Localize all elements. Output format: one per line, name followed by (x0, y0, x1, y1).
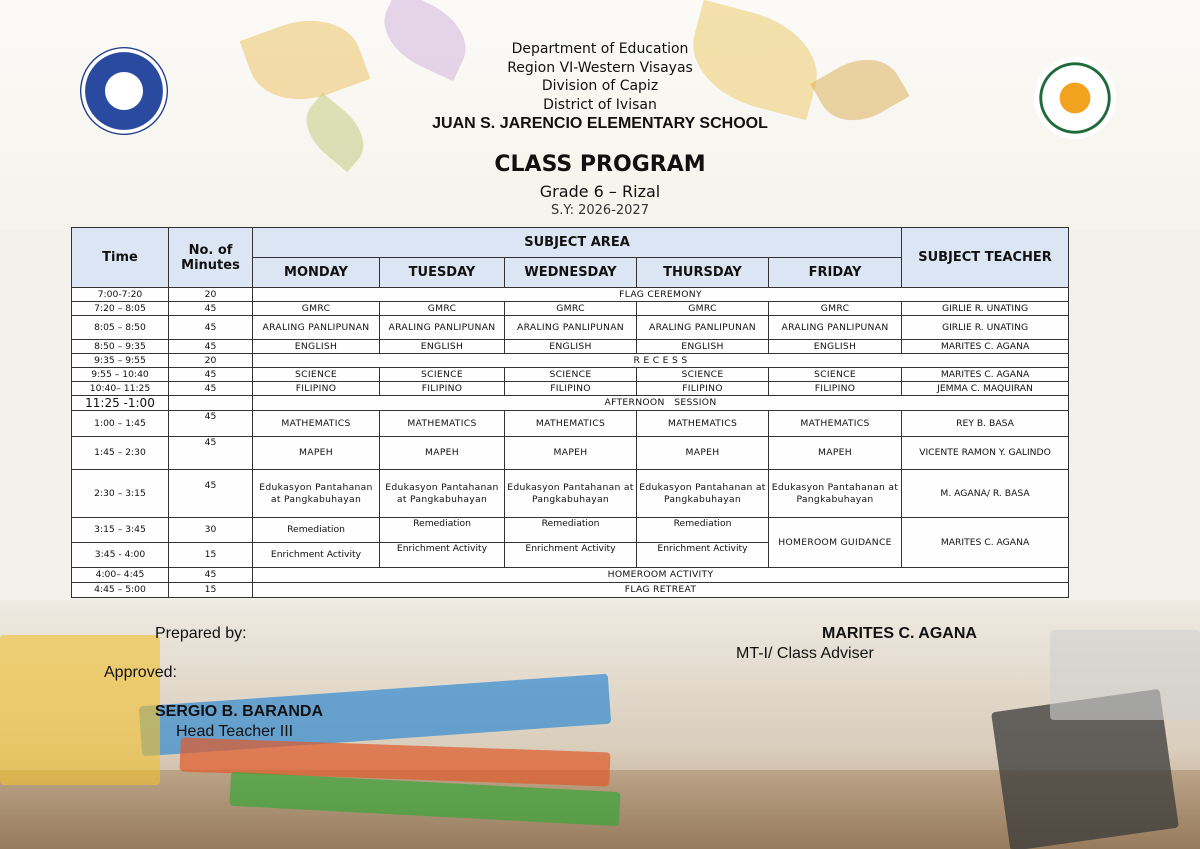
table-row (72, 302, 1069, 316)
minutes-cell: 45 (169, 340, 253, 354)
header-subject-teacher: SUBJECT TEACHER (902, 228, 1069, 288)
school-name: JUAN S. JARENCIO ELEMENTARY SCHOOL (432, 115, 768, 132)
teacher-cell: GIRLIE R. UNATING (902, 316, 1069, 340)
header-day: MONDAY (253, 258, 380, 288)
subject-cell: GMRC (505, 302, 637, 316)
minutes-cell: 45 (169, 368, 253, 382)
span-cell: HOMEROOM ACTIVITY (253, 568, 1069, 583)
subject-cell: ARALING PANLIPUNAN (380, 316, 505, 340)
subject-cell: ARALING PANLIPUNAN (769, 316, 902, 340)
subject-cell: GMRC (769, 302, 902, 316)
table-row (72, 583, 1069, 598)
subject-cell: MAPEH (769, 437, 902, 470)
subject-cell: Edukasyon Pantahanan at Pangkabuhayan (769, 470, 902, 518)
subject-cell: FILIPINO (380, 382, 505, 396)
teacher-cell: REY B. BASA (902, 411, 1069, 437)
subject-cell: FILIPINO (769, 382, 902, 396)
subject-cell: SCIENCE (380, 368, 505, 382)
header-day: THURSDAY (637, 258, 769, 288)
page-title: CLASS PROGRAM (494, 152, 706, 177)
minutes-cell: 45 (169, 437, 253, 470)
subject-cell: MAPEH (505, 437, 637, 470)
header-subject-area: SUBJECT AREA (253, 228, 902, 258)
minutes-cell: 45 (169, 302, 253, 316)
time-cell: 7:00-7:20 (72, 288, 169, 302)
header-time: Time (72, 228, 169, 288)
minutes-cell: 20 (169, 288, 253, 302)
time-cell: 9:35 – 9:55 (72, 354, 169, 368)
subject-cell: Remediation (505, 518, 637, 543)
subject-cell: ENGLISH (769, 340, 902, 354)
subject-cell: GMRC (253, 302, 380, 316)
time-cell: 1:45 – 2:30 (72, 437, 169, 470)
subject-cell: SCIENCE (769, 368, 902, 382)
preparer-name: MARITES C. AGANA (822, 625, 977, 642)
span-cell: AFTERNOON SESSION (253, 396, 1069, 411)
header-day: WEDNESDAY (505, 258, 637, 288)
table-row (72, 411, 1069, 437)
school-year: S.Y: 2026-2027 (551, 203, 649, 218)
subject-cell: Edukasyon Pantahanan at Pangkabuhayan (380, 470, 505, 518)
table-row (72, 368, 1069, 382)
teacher-cell: VICENTE RAMON Y. GALINDO (902, 437, 1069, 470)
header-day: FRIDAY (769, 258, 902, 288)
table-row (72, 396, 1069, 411)
table-row (72, 288, 1069, 302)
minutes-cell: 45 (169, 411, 253, 437)
table-row (72, 316, 1069, 340)
grade-section: Grade 6 – Rizal (539, 182, 661, 201)
pencil-cup-decoration (0, 635, 160, 785)
time-cell: 8:05 – 8:50 (72, 316, 169, 340)
table-row (72, 437, 1069, 470)
header-line: Division of Capiz (541, 78, 659, 94)
subject-cell: MATHEMATICS (769, 411, 902, 437)
subject-cell: MAPEH (637, 437, 769, 470)
time-cell: 8:50 – 9:35 (72, 340, 169, 354)
minutes-cell: 30 (169, 518, 253, 543)
table-row (72, 382, 1069, 396)
subject-cell: Edukasyon Pantahanan at Pangkabuhayan (637, 470, 769, 518)
minutes-cell: 20 (169, 354, 253, 368)
time-cell: 9:55 – 10:40 (72, 368, 169, 382)
subject-cell: ENGLISH (253, 340, 380, 354)
minutes-cell: 45 (169, 316, 253, 340)
subject-cell: MAPEH (380, 437, 505, 470)
teacher-cell: MARITES C. AGANA (902, 518, 1069, 568)
subject-cell: ARALING PANLIPUNAN (637, 316, 769, 340)
homeroom-guidance-cell: HOMEROOM GUIDANCE (769, 518, 902, 568)
header-line: Region VI-Western Visayas (507, 59, 693, 76)
subject-cell: SCIENCE (505, 368, 637, 382)
minutes-cell: 45 (169, 568, 253, 583)
subject-cell: FILIPINO (253, 382, 380, 396)
subject-cell: Enrichment Activity (505, 543, 637, 568)
subject-cell: Remediation (380, 518, 505, 543)
span-cell: FLAG CEREMONY (253, 288, 1069, 302)
time-cell: 11:25 -1:00 (72, 396, 169, 411)
span-cell: R E C E S S (253, 354, 1069, 368)
subject-cell: Enrichment Activity (253, 543, 380, 568)
subject-cell: Enrichment Activity (380, 543, 505, 568)
table-row (72, 354, 1069, 368)
prepared-by-label: Prepared by: (155, 625, 247, 642)
school-seal-icon (1034, 57, 1116, 139)
subject-cell: MATHEMATICS (505, 411, 637, 437)
subject-cell: FILIPINO (637, 382, 769, 396)
subject-cell: MATHEMATICS (253, 411, 380, 437)
subject-cell: ENGLISH (505, 340, 637, 354)
time-cell: 10:40– 11:25 (72, 382, 169, 396)
teacher-cell: MARITES C. AGANA (902, 368, 1069, 382)
subject-cell: FILIPINO (505, 382, 637, 396)
subject-cell: ARALING PANLIPUNAN (505, 316, 637, 340)
table-row (72, 470, 1069, 518)
minutes-cell: 45 (169, 470, 253, 518)
basket-decoration (1050, 630, 1200, 720)
teacher-cell: JEMMA C. MAQUIRAN (902, 382, 1069, 396)
header-line: Department of Education (511, 41, 689, 57)
minutes-cell: 15 (169, 543, 253, 568)
subject-cell: SCIENCE (637, 368, 769, 382)
subject-cell: GMRC (380, 302, 505, 316)
header-block (300, 40, 900, 133)
header-minutes: No. of Minutes (169, 228, 253, 288)
time-cell: 4:45 – 5:00 (72, 583, 169, 598)
subject-cell: Remediation (637, 518, 769, 543)
preparer-title: MT-I/ Class Adviser (736, 645, 874, 662)
subject-cell: MATHEMATICS (380, 411, 505, 437)
approved-label: Approved: (104, 664, 177, 681)
subject-cell: MATHEMATICS (637, 411, 769, 437)
time-cell: 3:45 - 4:00 (72, 543, 169, 568)
subject-cell: ARALING PANLIPUNAN (253, 316, 380, 340)
approver-title: Head Teacher III (176, 723, 294, 740)
subject-cell: GMRC (637, 302, 769, 316)
header-line: District of Ivisan (543, 96, 657, 113)
teacher-cell: GIRLIE R. UNATING (902, 302, 1069, 316)
subject-cell: Edukasyon Pantahanan at Pangkabuhayan (505, 470, 637, 518)
subject-cell: Edukasyon Pantahanan at Pangkabuhayan (253, 470, 380, 518)
table-row (72, 568, 1069, 583)
teacher-cell: MARITES C. AGANA (902, 340, 1069, 354)
time-cell: 2:30 – 3:15 (72, 470, 169, 518)
deped-seal-icon (80, 47, 168, 135)
table-row (72, 518, 1069, 543)
class-program-table (71, 227, 1069, 598)
time-cell: 1:00 – 1:45 (72, 411, 169, 437)
subject-cell: ENGLISH (380, 340, 505, 354)
subject-cell: Enrichment Activity (637, 543, 769, 568)
subject-cell: SCIENCE (253, 368, 380, 382)
table-row (72, 340, 1069, 354)
minutes-cell (169, 396, 253, 411)
minutes-cell: 15 (169, 583, 253, 598)
span-cell: FLAG RETREAT (253, 583, 1069, 598)
subject-cell: ENGLISH (637, 340, 769, 354)
time-cell: 4:00– 4:45 (72, 568, 169, 583)
subject-cell: MAPEH (253, 437, 380, 470)
subject-cell: Remediation (253, 518, 380, 543)
time-cell: 7:20 – 8:05 (72, 302, 169, 316)
teacher-cell: M. AGANA/ R. BASA (902, 470, 1069, 518)
header-day: TUESDAY (380, 258, 505, 288)
minutes-cell: 45 (169, 382, 253, 396)
time-cell: 3:15 – 3:45 (72, 518, 169, 543)
approver-name: SERGIO B. BARANDA (155, 703, 324, 720)
